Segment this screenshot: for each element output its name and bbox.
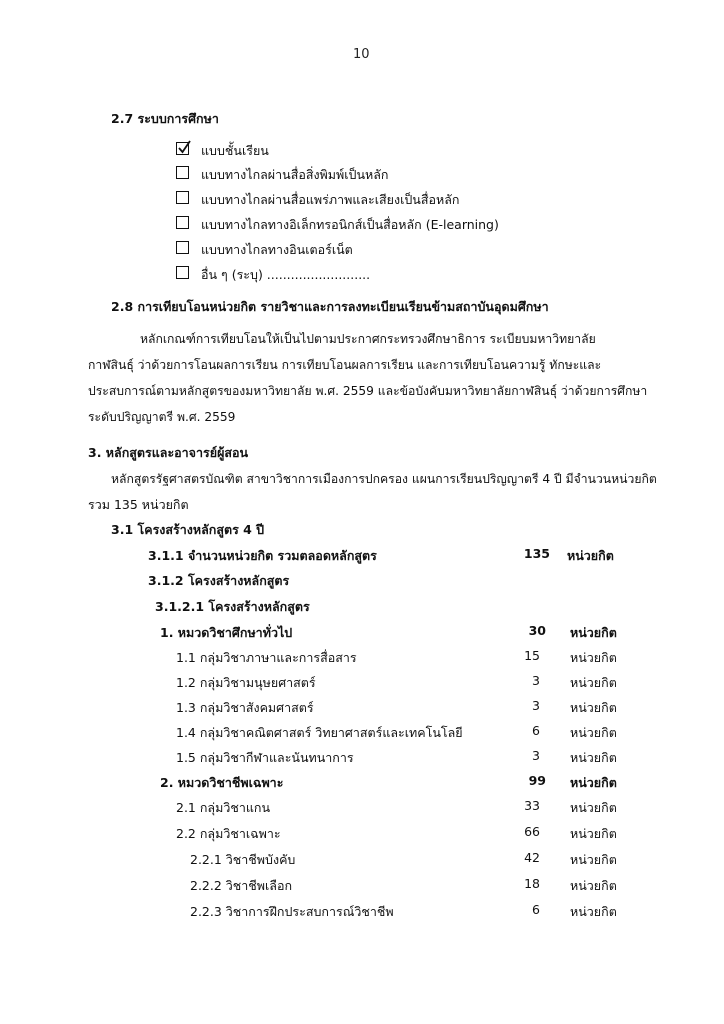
section-2-8-heading: 2.8 การเทียบโอนหน่วยกิต รายวิชาและการลงทะเบียนเรียนข้ามสถาบันอุดมศึกษา	[111, 299, 549, 314]
total-credits-value: 135	[523, 546, 550, 561]
paragraph-line: กาฬสินธุ์ ว่าด้วยการโอนผลการเรียน การเทียบโอนผลการเรียน และการเทียบโอนความรู้ ทักษะและ	[88, 358, 602, 372]
checkbox-option-2[interactable]	[176, 166, 189, 179]
checkbox-option-3[interactable]	[176, 191, 189, 204]
page-number: 10	[353, 47, 370, 62]
option-label: อื่น ๆ (ระบุ) ..........................	[201, 267, 371, 282]
checkbox-option-6[interactable]	[176, 266, 189, 279]
option-label: แบบทางไกลทางอินเตอร์เน็ต	[201, 242, 353, 257]
structure-row-label: 2.2.1 วิชาชีพบังคับ	[190, 852, 296, 867]
structure-row-label: 1. หมวดวิชาศึกษาทั่วไป	[160, 625, 293, 640]
structure-row-label: 1.3 กลุ่มวิชาสังคมศาสตร์	[176, 700, 314, 715]
structure-row-value: 99	[528, 773, 546, 788]
structure-row-unit: หน่วยกิต	[570, 904, 617, 919]
structure-row-value: 66	[524, 824, 540, 839]
structure-row-unit: หน่วยกิต	[570, 725, 617, 740]
structure-row-label: 2.2.2 วิชาชีพเลือก	[190, 878, 293, 893]
structure-row-value: 18	[524, 876, 540, 891]
structure-row-value: 3	[532, 673, 540, 688]
total-credits-unit: หน่วยกิต	[567, 548, 614, 563]
checkmark-icon	[176, 140, 192, 156]
section-3-1-2-heading: 3.1.2 โครงสร้างหลักสูตร	[148, 573, 290, 588]
section-3-heading: 3. หลักสูตรและอาจารย์ผู้สอน	[88, 445, 249, 460]
structure-row-label: 1.4 กลุ่มวิชาคณิตศาสตร์ วิทยาศาสตร์และเทคโนโลยี	[176, 725, 463, 740]
paragraph-line: ระดับปริญญาตรี พ.ศ. 2559	[88, 410, 236, 424]
structure-row-value: 30	[528, 623, 546, 638]
structure-row-unit: หน่วยกิต	[570, 852, 617, 867]
option-label: แบบทางไกลผ่านสื่อแพร่ภาพและเสียงเป็นสื่อหลัก	[201, 192, 460, 207]
structure-row-unit: หน่วยกิต	[570, 750, 617, 765]
structure-row-label: 1.1 กลุ่มวิชาภาษาและการสื่อสาร	[176, 650, 357, 665]
structure-row-value: 42	[524, 850, 540, 865]
structure-row-value: 6	[532, 723, 540, 738]
paragraph-line: รวม 135 หน่วยกิต	[88, 497, 189, 512]
structure-row-label: 2.2 กลุ่มวิชาเฉพาะ	[176, 826, 281, 841]
structure-row-label: 2.2.3 วิชาการฝึกประสบการณ์วิชาชีพ	[190, 904, 394, 919]
option-label: แบบทางไกลทางอิเล็กทรอนิกส์เป็นสื่อหลัก (E-learning)	[201, 217, 499, 232]
paragraph-line: ประสบการณ์ตามหลักสูตรของมหาวิทยาลัย พ.ศ. 2559 และข้อบังคับมหาวิทยาลัยกาฬสินธุ์ ว่าด้วยการศึกษา	[88, 384, 648, 398]
option-label: แบบชั้นเรียน	[201, 143, 269, 158]
structure-row-unit: หน่วยกิต	[570, 826, 617, 841]
checkbox-option-5[interactable]	[176, 241, 189, 254]
structure-row-unit: หน่วยกิต	[570, 675, 617, 690]
section-2-7-heading: 2.7 ระบบการศึกษา	[111, 111, 219, 126]
structure-row-value: 3	[532, 698, 540, 713]
structure-row-label: 1.5 กลุ่มวิชากีฬาและนันทนาการ	[176, 750, 354, 765]
structure-row-unit: หน่วยกิต	[570, 625, 617, 640]
structure-row-unit: หน่วยกิต	[570, 775, 617, 790]
structure-row-value: 33	[524, 798, 540, 813]
paragraph-line: หลักสูตรรัฐศาสตรบัณฑิต สาขาวิชาการเมืองการปกครอง แผนการเรียนปริญญาตรี 4 ปี มีจำนวนหน่วยกิต	[111, 472, 657, 486]
checkbox-option-4[interactable]	[176, 216, 189, 229]
section-3-1-2-1-heading: 3.1.2.1 โครงสร้างหลักสูตร	[155, 599, 310, 614]
structure-row-label: 1.2 กลุ่มวิชามนุษยศาสตร์	[176, 675, 316, 690]
section-3-1-1-label: 3.1.1 จำนวนหน่วยกิต รวมตลอดหลักสูตร	[148, 548, 377, 563]
structure-row-value: 3	[532, 748, 540, 763]
structure-row-label: 2.1 กลุ่มวิชาแกน	[176, 800, 271, 815]
structure-row-value: 15	[524, 648, 540, 663]
paragraph-line: หลักเกณฑ์การเทียบโอนให้เป็นไปตามประกาศกระทรวงศึกษาธิการ ระเบียบมหาวิทยาลัย	[140, 332, 596, 346]
structure-row-value: 6	[532, 902, 540, 917]
structure-row-unit: หน่วยกิต	[570, 700, 617, 715]
section-3-1-heading: 3.1 โครงสร้างหลักสูตร 4 ปี	[111, 522, 265, 537]
structure-row-unit: หน่วยกิต	[570, 878, 617, 893]
structure-row-unit: หน่วยกิต	[570, 800, 617, 815]
structure-row-label: 2. หมวดวิชาชีพเฉพาะ	[160, 775, 284, 790]
checkbox-option-1[interactable]	[176, 142, 189, 155]
option-label: แบบทางไกลผ่านสื่อสิ่งพิมพ์เป็นหลัก	[201, 167, 389, 182]
structure-row-unit: หน่วยกิต	[570, 650, 617, 665]
